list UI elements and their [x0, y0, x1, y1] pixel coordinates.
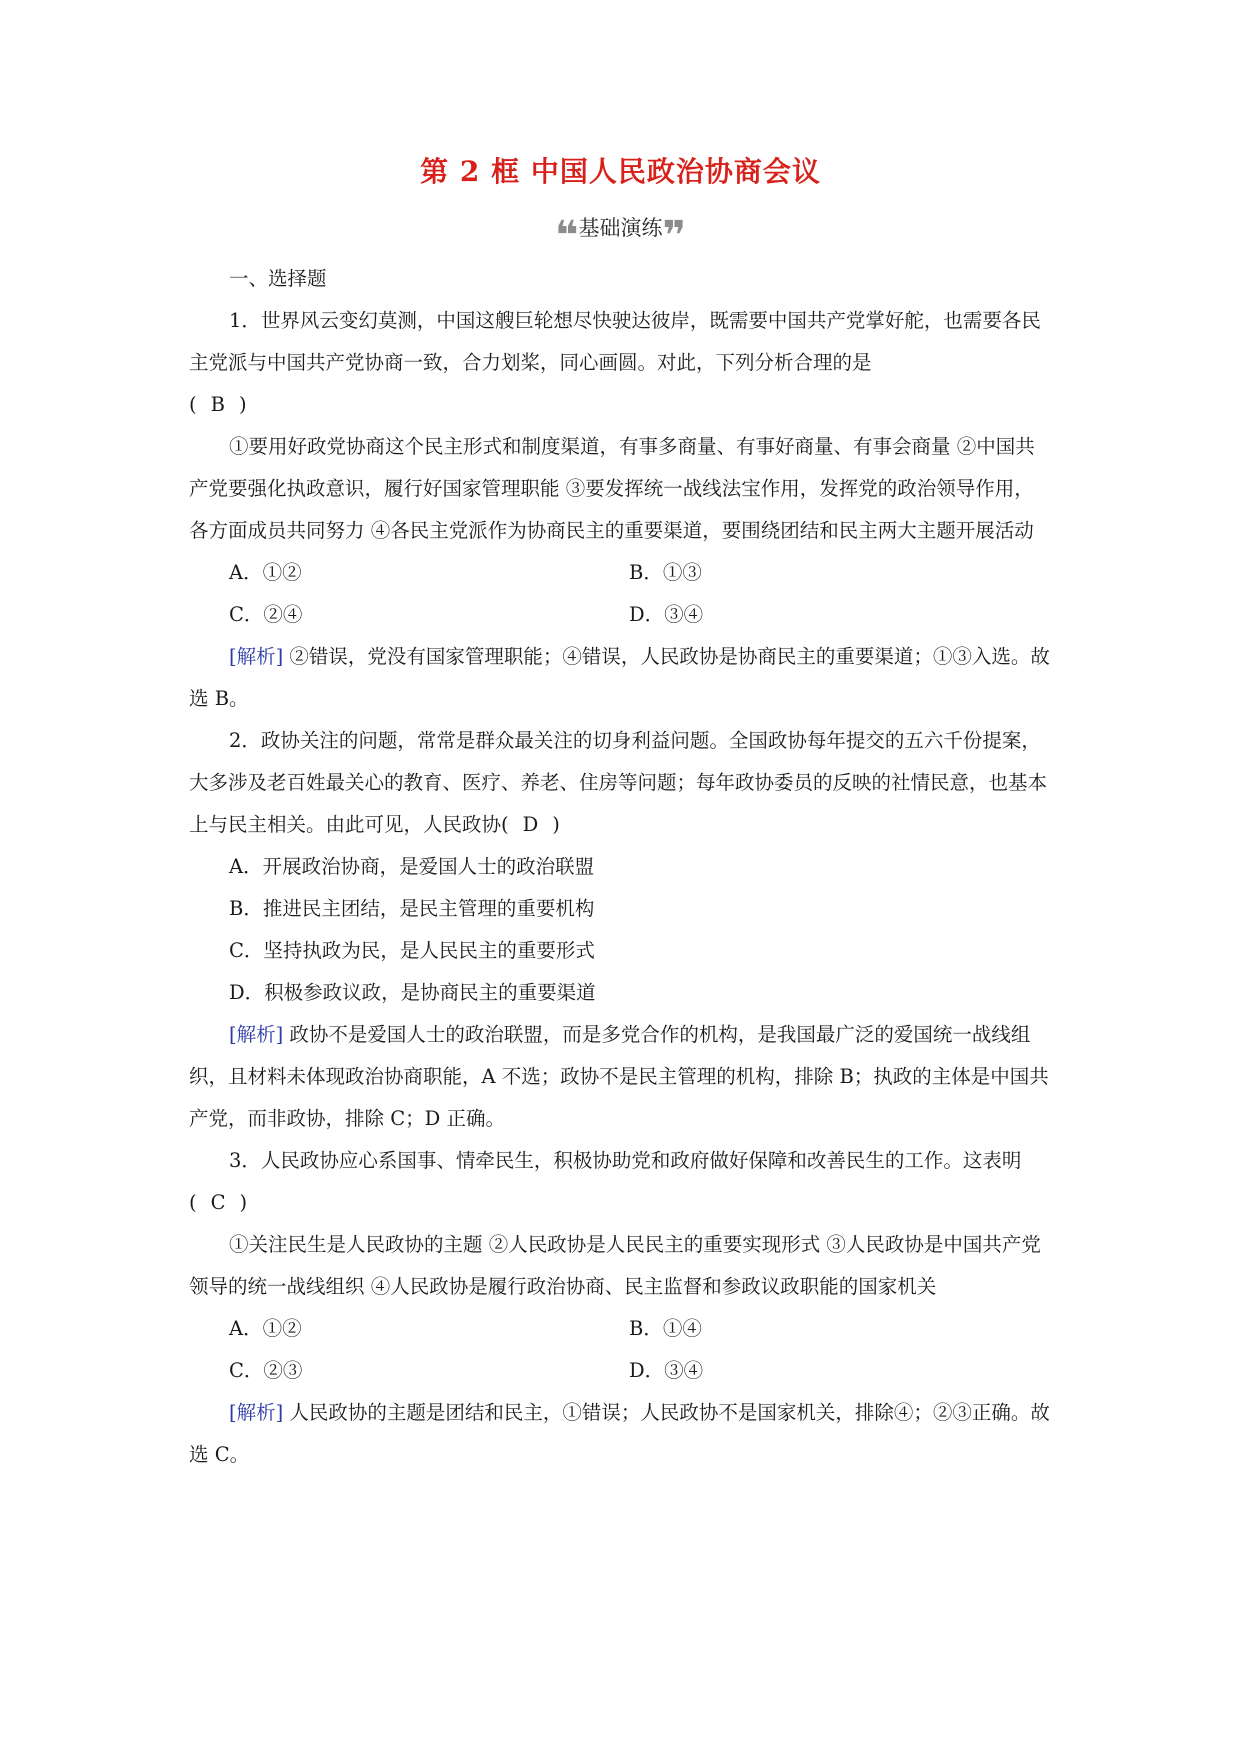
- option-d: D．③④: [629, 603, 704, 626]
- question-stem-text: 2．政协关注的问题，常常是群众最关注的切身利益问题。全国政协每年提交的五六千份提案，大多涉及老百姓最关心的教育、医疗、养老、住房等问题；每年政协委员的反映的社情民意，也基本上与民主相关。由此可见，人民政协(: [189, 729, 1048, 836]
- question-1-answer-line: ( B ): [189, 393, 247, 416]
- question-2-analysis: [189, 1014, 1051, 1140]
- option-a: A．①②: [229, 1317, 302, 1340]
- analysis-tag: [解析]: [229, 645, 284, 668]
- option-b: B．①④: [629, 1317, 702, 1340]
- option-c: C．坚持执政为民，是人民民主的重要形式: [229, 939, 595, 962]
- option-c: C．②④: [229, 603, 303, 626]
- question-1-options-row-1: [189, 552, 1051, 594]
- option-b: B．推进民主团结，是民主管理的重要机构: [229, 897, 595, 920]
- analysis-text: ②错误，党没有国家管理职能；④错误，人民政协是协商民主的重要渠道；①③入选。故选 B。: [189, 645, 1050, 710]
- option-a: A．①②: [229, 561, 302, 584]
- question-2-stem: 2．政协关注的问题，常常是群众最关注的切身利益问题。全国政协每年提交的五六千份提案，大多涉及老百姓最关心的教育、医疗、养老、住房等问题；每年政协委员的反映的社情民意，也基本上与民主相关。由此可见，人民政协( D ): [189, 729, 1048, 836]
- analysis-tag: [解析]: [229, 1401, 284, 1424]
- question-1-options-row-2: [189, 594, 1051, 636]
- question-3-options-row-1: [189, 1308, 1051, 1350]
- page-title: 第 2 框 中国人民政治协商会议: [420, 155, 821, 188]
- option-a: A．开展政治协商，是爱国人士的政治联盟: [229, 855, 595, 878]
- analysis-text: 政协不是爱国人士的政治联盟，而是多党合作的机构，是我国最广泛的爱国统一战线组织，且材料未体现政治协商职能，A 不选；政协不是民主管理的机构，排除 B；执政的主体是中国共产党，而非政协，排除 C；D 正确。: [189, 1023, 1049, 1130]
- question-3-statements: ①关注民生是人民政协的主题 ②人民政协是人民民主的重要实现形式 ③人民政协是中国共产党领导的统一战线组织 ④人民政协是履行政治协商、民主监督和参政议政职能的国家机关: [189, 1233, 1041, 1298]
- question-3-options-row-2: [189, 1350, 1051, 1392]
- question-stem-text: 1．世界风云变幻莫测，中国这艘巨轮想尽快驶达彼岸，既需要中国共产党掌好舵，也需要各民主党派与中国共产党协商一致，合力划桨，同心画圆。对此，下列分析合理的是: [189, 309, 1041, 374]
- option-c: C．②③: [229, 1359, 303, 1382]
- right-quote-icon: ❞: [662, 213, 686, 259]
- section-heading: 一、选择题: [229, 267, 327, 290]
- option-b: B．①③: [629, 561, 702, 584]
- question-1-stem: [189, 300, 1051, 384]
- question-content: [189, 258, 1051, 1476]
- left-quote-icon: ❝: [555, 213, 579, 259]
- answer-letter: C: [210, 1191, 226, 1214]
- question-1-statements: ①要用好政党协商这个民主形式和制度渠道，有事多商量、有事好商量、有事会商量 ②中国共产党要强化执政意识，履行好国家管理职能 ③要发挥统一战线法宝作用，发挥党的政治领导作用，各方面成员共同努力 ④各民主党派作为协商民主的重要渠道，要围绕团结和民主两大主题开展活动: [189, 435, 1035, 542]
- question-stem-text: 3．人民政协应心系国事、情牵民生，积极协助党和政府做好保障和改善民生的工作。这表明(: [189, 1149, 1022, 1214]
- question-3-analysis: [189, 1392, 1051, 1476]
- section-badge-label: 基础演练: [578, 216, 663, 240]
- option-d: D．积极参政议政，是协商民主的重要渠道: [229, 981, 596, 1004]
- answer-letter: D: [522, 813, 539, 836]
- section-badge: [0, 212, 1241, 259]
- analysis-tag: [解析]: [229, 1023, 284, 1046]
- option-d: D．③④: [629, 1359, 704, 1382]
- analysis-text: 人民政协的主题是团结和民主，①错误；人民政协不是国家机关，排除④；②③正确。故选 C。: [189, 1401, 1050, 1466]
- question-1-analysis: [189, 636, 1051, 720]
- answer-letter: B: [210, 393, 225, 416]
- question-3-stem: 3．人民政协应心系国事、情牵民生，积极协助党和政府做好保障和改善民生的工作。这表明( C ): [189, 1149, 1022, 1214]
